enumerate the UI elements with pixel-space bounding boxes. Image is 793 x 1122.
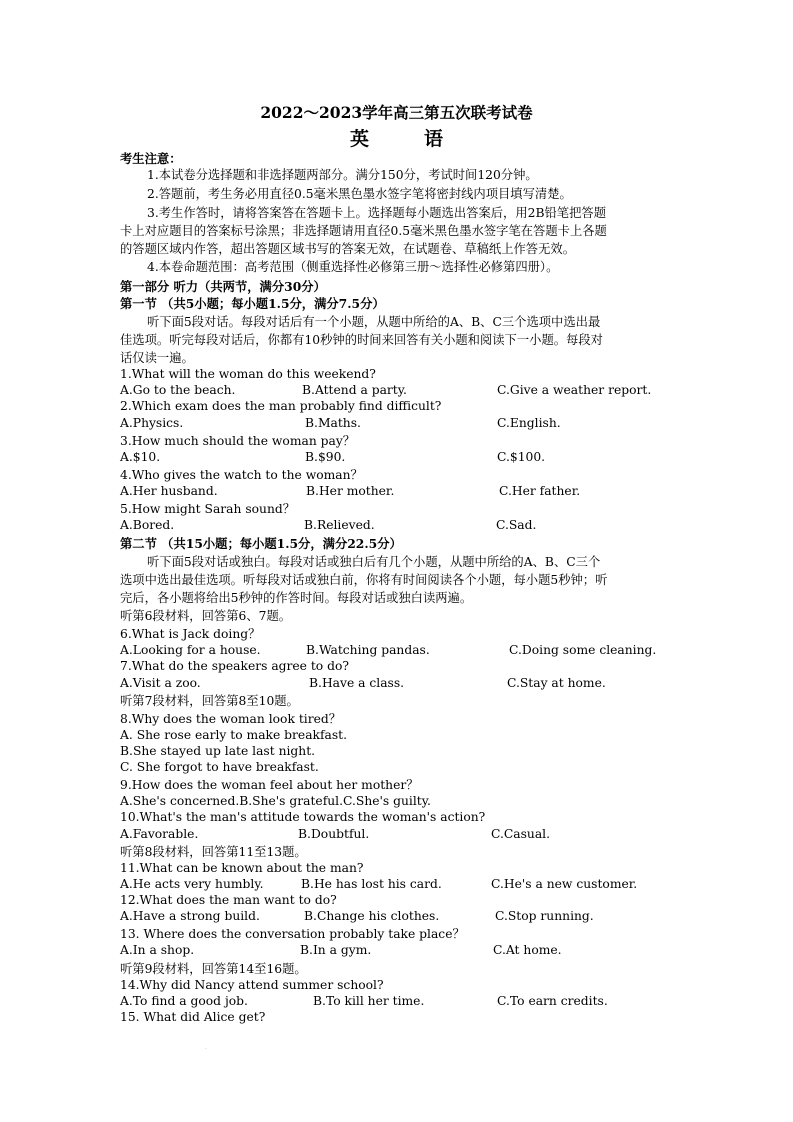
option-c: C.At home.	[493, 943, 562, 957]
footer-mark: ·	[205, 1046, 207, 1053]
options-3	[120, 450, 680, 465]
question-6: 6.What is Jack doing？	[120, 627, 261, 641]
section2-instruction: 完后，各小题将给出5秒钟的作答时间。每段对话或独白读两遍。	[120, 591, 473, 605]
notice-line: 卡上对应题目的答案标号涂黑；非选择题请用直径0.5毫米黑色墨水签字笔在答题卡上各题	[120, 224, 607, 238]
question-1: 1.What will the woman do this weekend?	[120, 367, 376, 381]
part1-heading: 第一部分 听力（共两节，满分30分）	[120, 279, 326, 294]
options-1	[120, 383, 680, 398]
option-a: A.Visit a zoo.	[120, 676, 201, 690]
option-b: B.She stayed up late last night.	[120, 744, 316, 758]
section2-instruction: 选项中选出最佳选项。听每段对话或独白前，你将有时间阅读各个小题，每小题5秒钟；听	[120, 573, 608, 587]
option-b: B.$90.	[305, 450, 346, 464]
option-b: B.He has lost his card.	[301, 877, 442, 891]
question-13: 13. Where does the conversation probably take place？	[120, 927, 465, 941]
question-7: 7.What do the speakers agree to do?	[120, 659, 349, 673]
section1-heading: 第一节 （共5小题；每小题1.5分，满分7.5分）	[120, 296, 385, 311]
option-c: C.Give a weather report.	[497, 383, 652, 397]
option-b: B.Have a class.	[309, 676, 405, 690]
exam-title: 2022～2023学年高三第五次联考试卷	[260, 103, 533, 122]
option-b: B.Watching pandas.	[306, 643, 430, 657]
option-b: B.Doubtful.	[298, 827, 370, 841]
option-a: A.Physics.	[120, 416, 184, 430]
option-a: A.In a shop.	[120, 943, 195, 957]
options-5	[120, 518, 680, 533]
question-5: 5.How might Sarah sound？	[120, 502, 296, 516]
option-a: A.Looking for a house.	[120, 643, 261, 657]
option-a: A.Go to the beach.	[120, 383, 236, 397]
options-9: A.She's concerned.B.She's grateful.C.She's guilty.	[120, 794, 431, 808]
options-13	[120, 943, 680, 958]
material-7: 听第7段材料，回答第8至10题。	[120, 694, 299, 708]
section2-instruction: 听下面5段对话或独白。每段对话或独白后有几个小题，从题中所给的A、B、C三个	[147, 555, 601, 569]
notice-line: 4.本卷命题范围：高考范围（侧重选择性必修第三册～选择性必修第四册）。	[147, 260, 559, 274]
option-c: C.Sad.	[496, 518, 537, 532]
section1-instruction: 话仅读一遍。	[120, 351, 194, 365]
notice-line: 2.答题前，考生务必用直径0.5毫米黑色墨水签字笔将密封线内项目填写清楚。	[147, 187, 572, 201]
question-2: 2.Which exam does the man probably find difficult?	[120, 399, 442, 413]
option-a: A. She rose early to make breakfast.	[120, 728, 348, 742]
question-4: 4.Who gives the watch to the woman？	[120, 468, 363, 482]
question-14: 14.Why did Nancy attend summer school?	[120, 978, 384, 992]
option-a: A.Her husband.	[120, 484, 218, 498]
options-2	[120, 416, 680, 431]
option-c: C.Doing some cleaning.	[509, 643, 657, 657]
options-14	[120, 994, 680, 1009]
section2-heading: 第二节 （共15小题；每小题1.5分，满分22.5分）	[120, 536, 402, 551]
option-b: B.Attend a party.	[302, 383, 407, 397]
option-a: A.He acts very humbly.	[120, 877, 264, 891]
question-3: 3.How much should the woman pay？	[120, 434, 356, 448]
option-a: A.Have a strong build.	[120, 909, 260, 923]
options-7	[120, 676, 680, 691]
option-c: C.English.	[497, 416, 561, 430]
question-9: 9.How does the woman feel about her mother？	[120, 778, 419, 792]
question-8: 8.Why does the woman look tired？	[120, 712, 342, 726]
options-10	[120, 827, 680, 842]
options-12	[120, 909, 680, 924]
section1-instruction: 佳选项。听完每段对话后，你都有10秒钟的时间来回答有关小题和阅读下一小题。每段对	[120, 333, 603, 347]
options-11	[120, 877, 680, 892]
option-c: C.He's a new customer.	[491, 877, 638, 891]
material-6: 听第6段材料，回答第6、7题。	[120, 609, 292, 623]
question-11: 11.What can be known about the man?	[120, 861, 364, 875]
question-12: 12.What does the man want to do?	[120, 893, 337, 907]
option-b: B.Her mother.	[306, 484, 395, 498]
option-c: C.$100.	[497, 450, 546, 464]
notice-heading: 考生注意：	[120, 151, 182, 166]
question-15: 15. What did Alice get?	[120, 1010, 266, 1024]
option-a: A.Favorable.	[120, 827, 199, 841]
notice-line: 的答题区域内作答，超出答题区域书写的答案无效，在试题卷、草稿纸上作答无效。	[120, 242, 575, 256]
option-c: C. She forgot to have breakfast.	[120, 760, 319, 774]
option-b: B.To kill her time.	[313, 994, 425, 1008]
option-c: C.Stay at home.	[507, 676, 606, 690]
notice-line: 3.考生作答时，请将答案答在答题卡上。选择题每小题选出答案后，用2B铅笔把答题	[147, 206, 606, 220]
option-c: C.Her father.	[499, 484, 581, 498]
options-4	[120, 484, 680, 499]
options-6	[120, 643, 680, 658]
option-c: C.To earn credits.	[497, 994, 608, 1008]
question-10: 10.What's the man's attitude towards the woman's action?	[120, 810, 486, 824]
option-a: A.$10.	[120, 450, 161, 464]
option-a: A.To find a good job.	[120, 994, 248, 1008]
option-b: B.Relieved.	[304, 518, 375, 532]
option-b: B.Change his clothes.	[304, 909, 440, 923]
option-c: C.Stop running.	[495, 909, 594, 923]
subject-title: 英 语	[349, 128, 461, 150]
option-a: A.Bored.	[120, 518, 175, 532]
section1-instruction: 听下面5段对话。每段对话后有一个小题，从题中所给的A、B、C三个选项中选出最	[147, 315, 601, 329]
option-b: B.In a gym.	[300, 943, 372, 957]
material-9: 听第9段材料，回答第14至16题。	[120, 962, 307, 976]
option-c: C.Casual.	[491, 827, 551, 841]
option-b: B.Maths.	[305, 416, 361, 430]
notice-line: 1.本试卷分选择题和非选择题两部分。满分150分，考试时间120分钟。	[147, 168, 538, 182]
material-8: 听第8段材料，回答第11至13题。	[120, 845, 307, 859]
